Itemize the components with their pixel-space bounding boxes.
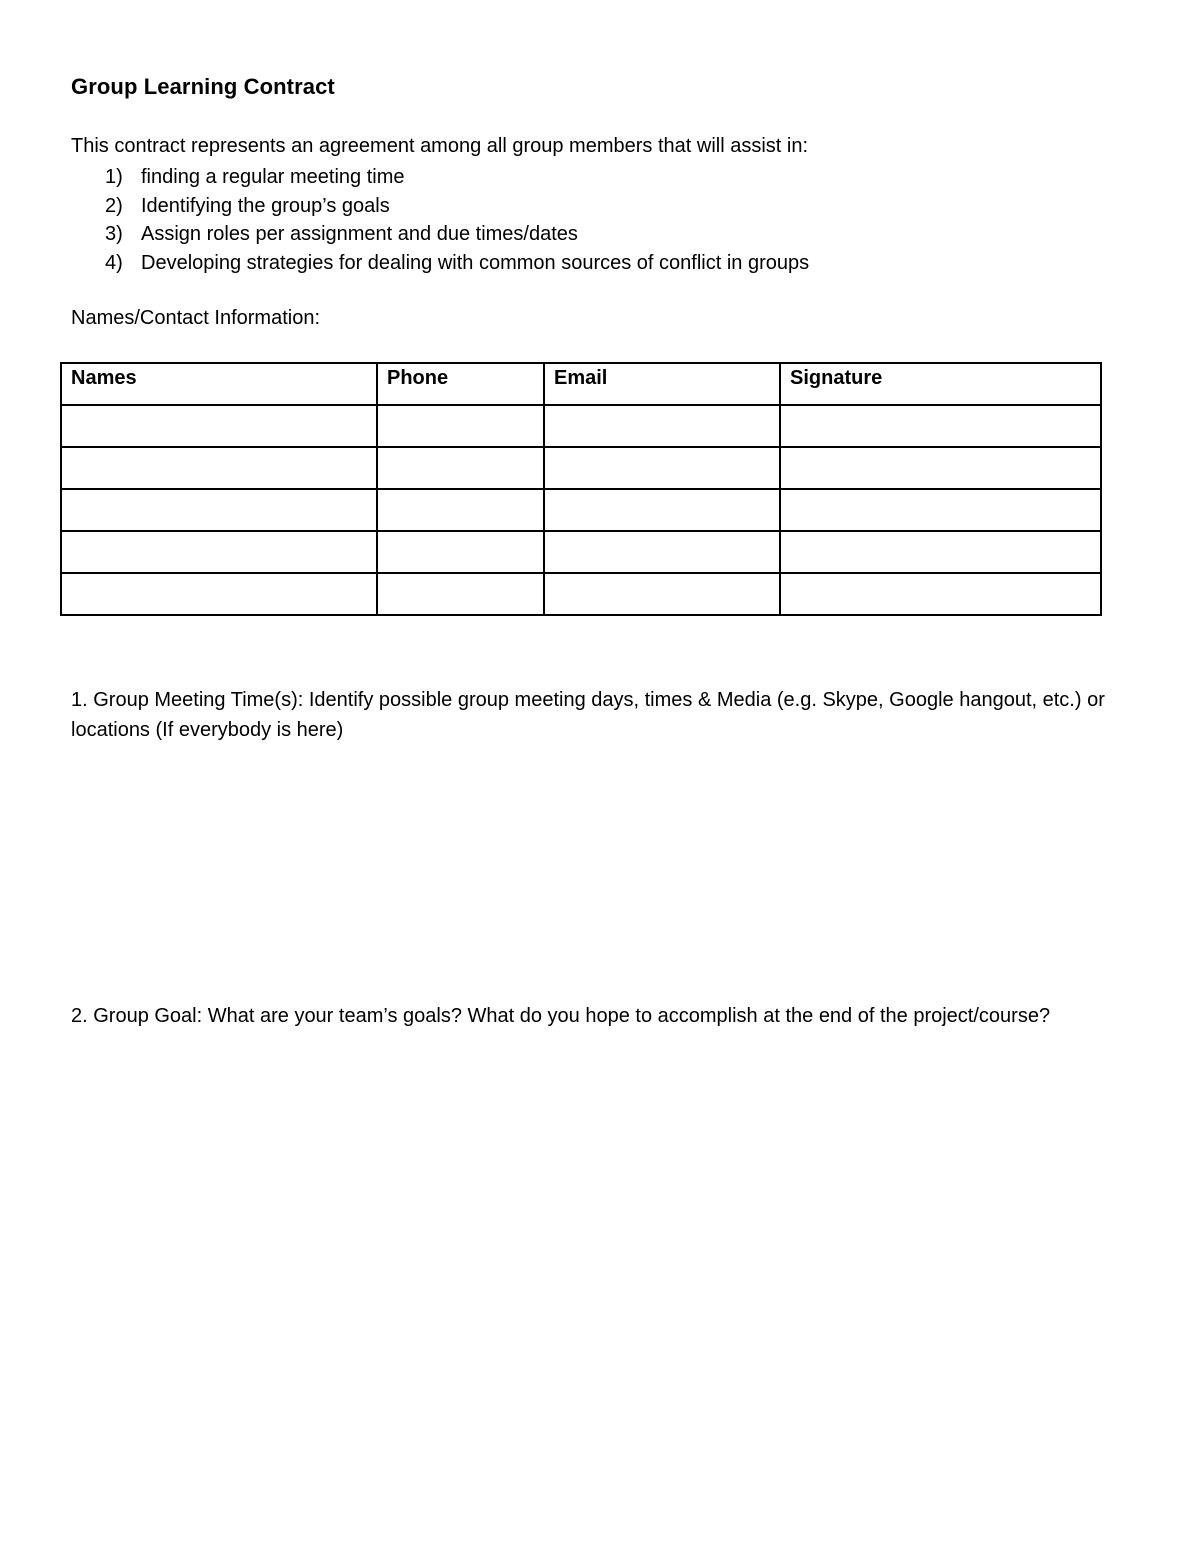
column-header-names: Names [61, 363, 377, 405]
list-item-text: Assign roles per assignment and due times/dates [141, 223, 578, 245]
goals-list [105, 163, 809, 277]
email-cell[interactable] [544, 573, 780, 615]
phone-cell[interactable] [377, 573, 544, 615]
list-item-number: 2) [105, 194, 123, 217]
table-row [61, 405, 1101, 447]
phone-cell[interactable] [377, 447, 544, 489]
phone-cell[interactable] [377, 489, 544, 531]
column-header-signature: Signature [780, 363, 1101, 405]
name-cell[interactable] [61, 531, 377, 573]
table-row [61, 489, 1101, 531]
name-cell[interactable] [61, 573, 377, 615]
phone-cell[interactable] [377, 531, 544, 573]
email-cell[interactable] [544, 447, 780, 489]
list-item [105, 249, 809, 278]
intro-text: This contract represents an agreement among all group members that will assist in: [71, 135, 809, 157]
contact-table [60, 362, 1102, 616]
list-item-number: 1) [105, 166, 123, 188]
list-item-text: Identifying the group’s goals [141, 194, 390, 217]
contact-info-label: Names/Contact Information: [71, 307, 320, 329]
signature-cell[interactable] [780, 405, 1101, 447]
signature-cell[interactable] [780, 531, 1101, 573]
column-header-email: Email [544, 363, 780, 405]
document-title: Group Learning Contract [71, 74, 335, 99]
list-item [105, 192, 809, 221]
list-item [105, 163, 809, 192]
question-group-goal: 2. Group Goal: What are your team’s goals? What do you hope to accomplish at the end of the project/course? [71, 1005, 1051, 1027]
name-cell[interactable] [61, 489, 377, 531]
list-item-text: Developing strategies for dealing with common sources of conflict in groups [141, 251, 810, 274]
email-cell[interactable] [544, 489, 780, 531]
list-item-text: finding a regular meeting time [141, 166, 405, 188]
list-item-number: 4) [105, 251, 123, 274]
list-item-number: 3) [105, 223, 123, 245]
table-row [61, 531, 1101, 573]
email-cell[interactable] [544, 531, 780, 573]
signature-cell[interactable] [780, 489, 1101, 531]
question-meeting-time: 1. Group Meeting Time(s): Identify possible group meeting days, times & Media (e.g. Skype, Google hangout, etc.) or locations (If everybody is here) [71, 689, 1105, 741]
table-header-row [61, 363, 1101, 405]
signature-cell[interactable] [780, 447, 1101, 489]
phone-cell[interactable] [377, 405, 544, 447]
list-item [105, 220, 809, 249]
signature-cell[interactable] [780, 573, 1101, 615]
table-row [61, 447, 1101, 489]
table-row [61, 573, 1101, 615]
email-cell[interactable] [544, 405, 780, 447]
column-header-phone: Phone [377, 363, 544, 405]
name-cell[interactable] [61, 405, 377, 447]
name-cell[interactable] [61, 447, 377, 489]
